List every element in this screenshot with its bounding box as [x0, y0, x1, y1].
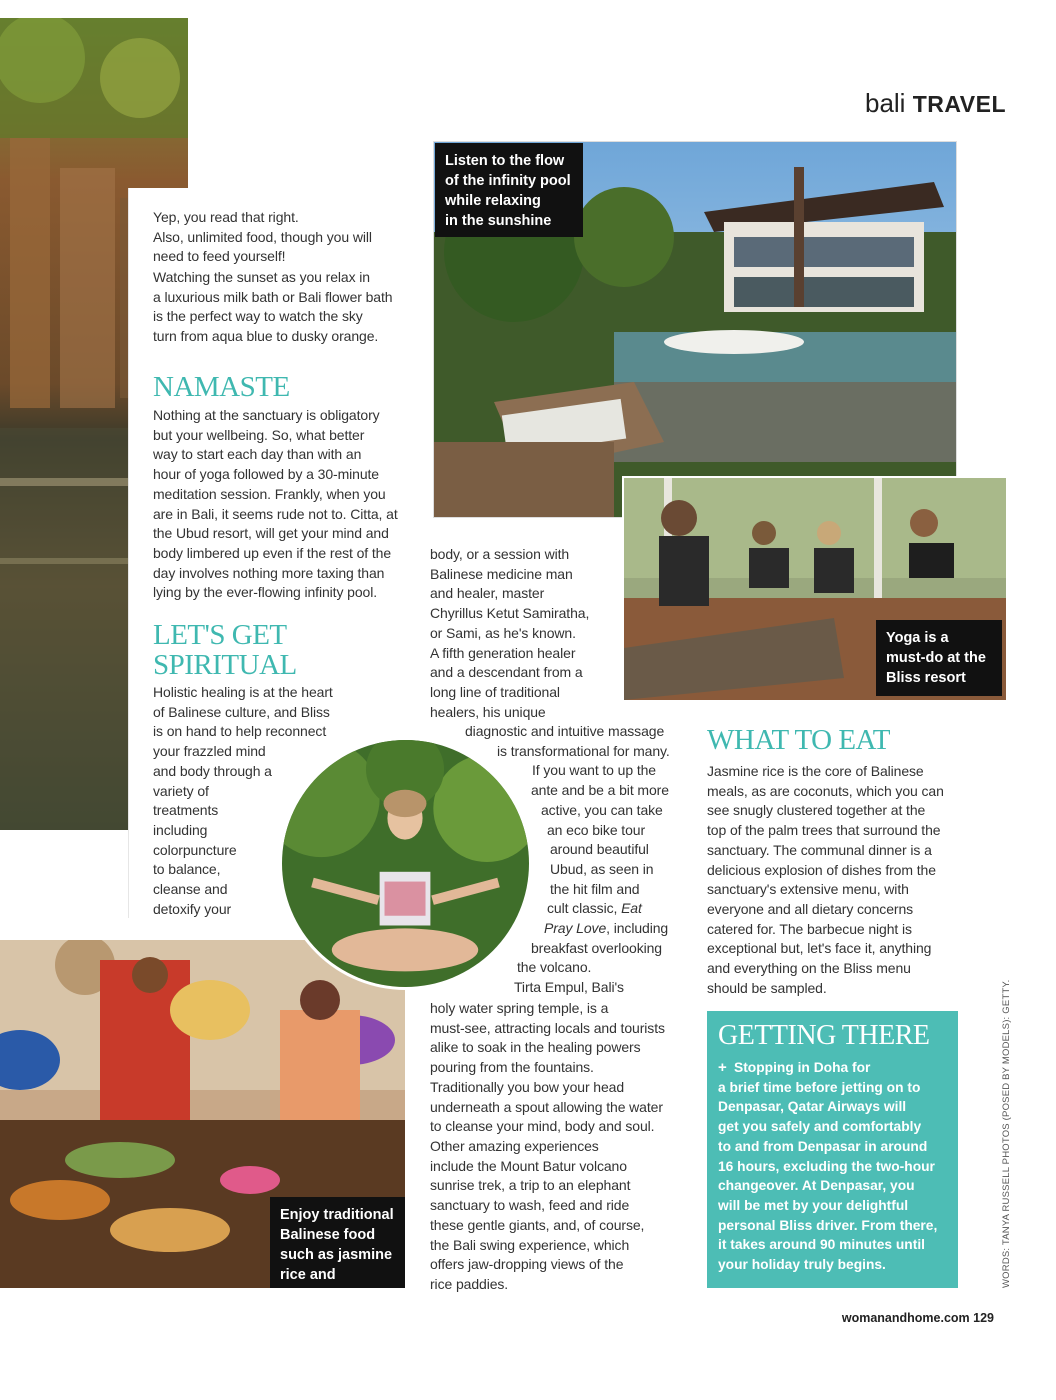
- wrap-line: an eco bike tour: [547, 821, 646, 838]
- intro-paragraph: Yep, you read that right. Also, unlimited food, though you will need to feed yourself!: [153, 209, 372, 265]
- page-number: 129: [973, 1311, 994, 1325]
- meditation-photo: [279, 737, 532, 990]
- heading-getting-there: GETTING THERE: [718, 1020, 930, 1051]
- pool-caption: Listen to the flow of the infinity pool while relaxing in the sunshine: [435, 143, 583, 237]
- section-label-bold: TRAVEL: [912, 91, 1006, 117]
- wrap-line: Tirta Empul, Bali's: [514, 979, 624, 996]
- wrap-line: Ubud, as seen in: [550, 860, 654, 877]
- film-title-part-a: Eat: [621, 900, 642, 917]
- heading-what-to-eat: WHAT TO EAT: [707, 724, 890, 756]
- heading-namaste: NAMASTE: [153, 371, 290, 403]
- getting-there-box: [707, 1011, 958, 1288]
- section-label-light: bali: [864, 88, 906, 118]
- wrap-line: around beautiful: [550, 841, 649, 858]
- film-title-part-b: Pray Love: [544, 920, 607, 937]
- film-rest-text: , including: [606, 920, 669, 937]
- intro-paragraph-2: Watching the sunset as you relax in a luxurious milk bath or Bali flower bath is the perfect way to watch the sky turn from aqua blue to dusky orange.: [153, 269, 393, 345]
- section-header: [865, 88, 1006, 119]
- spiritual-paragraph: Holistic healing is at the heart of Balinese culture, and Bliss is on hand to help reconnect your frazzled mind and body through a variety of treatments including colorpuncture to balance, cleanse and detoxify your: [153, 684, 333, 917]
- wrap-line: breakfast overlooking: [531, 939, 662, 956]
- namaste-paragraph: Nothing at the sanctuary is obligatory but your wellbeing. So, what better way to start each day than with an hour of yoga followed by a 30-minute meditation session. Frankly, when you are in Bali, it seems rude not to. Citta, at the Ubud resort, will get your mind and body limbered up even if the rest of the day involves nothing more taxing than lying by the ever-flowing infinity pool.: [153, 407, 398, 601]
- page-footer: [842, 1311, 994, 1325]
- food-caption: Enjoy traditional Balinese food such as jasmine rice and coconut: [270, 1197, 405, 1288]
- wrap-line: active, you can take: [541, 801, 663, 818]
- experiences-paragraph: Other amazing experiences include the Mount Batur volcano sunrise trek, a trip to an elephant sanctuary to wash, feed and ride these gentle giants, and, of course, the Bali swing experience, which offers jaw-dropping views of the rice paddies.: [430, 1138, 645, 1292]
- wrap-line-text: cult classic,: [547, 900, 622, 917]
- wrap-line: the hit film and: [550, 880, 640, 897]
- temple-paragraph: holy water spring temple, is a must-see, attracting locals and tourists alike to soak in the healing powers pouring from the fountains. Traditionally you bow your head underneath a spout allowing the water to cleanse your mind, body and soul.: [430, 1000, 665, 1135]
- wrap-line: diagnostic and intuitive massage: [465, 723, 665, 739]
- footer-site: womanandhome.com: [841, 1311, 970, 1325]
- wrap-line: If you want to up the: [532, 762, 656, 779]
- getting-there-text: Stopping in Doha for a brief time before jetting on to Denpasar, Qatar Airways will get you safely and comfortably to and from Denpasar in around 16 hours, excluding the two-hour changeover. At Denpasar, you will be met by your delightful personal Bliss driver. From there, it takes around 90 minutes until your holiday truly begins.: [718, 1060, 938, 1273]
- wrap-line: ante and be a bit more: [531, 782, 669, 799]
- heading-spiritual: LET'S GET SPIRITUAL: [153, 619, 297, 681]
- photo-credits: WORDS: TANYA RUSSELL PHOTOS (POSED BY MODELS): GETTY.: [1001, 979, 1012, 1288]
- eat-paragraph: Jasmine rice is the core of Balinese meals, as are coconuts, which you can see snugly clustered together at the top of the palm trees that surround the sanctuary. The communal dinner is a delicious explosion of dishes from the sanctuary's extensive menu, with everyone and all dietary concerns catered for. The barbecue night is exceptional but, let's face it, anything and everything on the Bliss menu should be sampled.: [707, 763, 944, 996]
- plus-icon: +: [718, 1059, 727, 1076]
- getting-there-text-wrap: [718, 1058, 953, 1275]
- healer-paragraph: body, or a session with Balinese medicine man and healer, master Chyrillus Ketut Samiratha, or Sami, as he's known. A fifth generation healer and a descendant from a long line of traditional healers, his unique: [430, 546, 590, 720]
- wrap-line: is transformational for many.: [497, 742, 670, 759]
- wrap-line: the volcano.: [517, 959, 592, 976]
- yoga-caption: Yoga is a must-do at the Bliss resort: [876, 620, 1002, 696]
